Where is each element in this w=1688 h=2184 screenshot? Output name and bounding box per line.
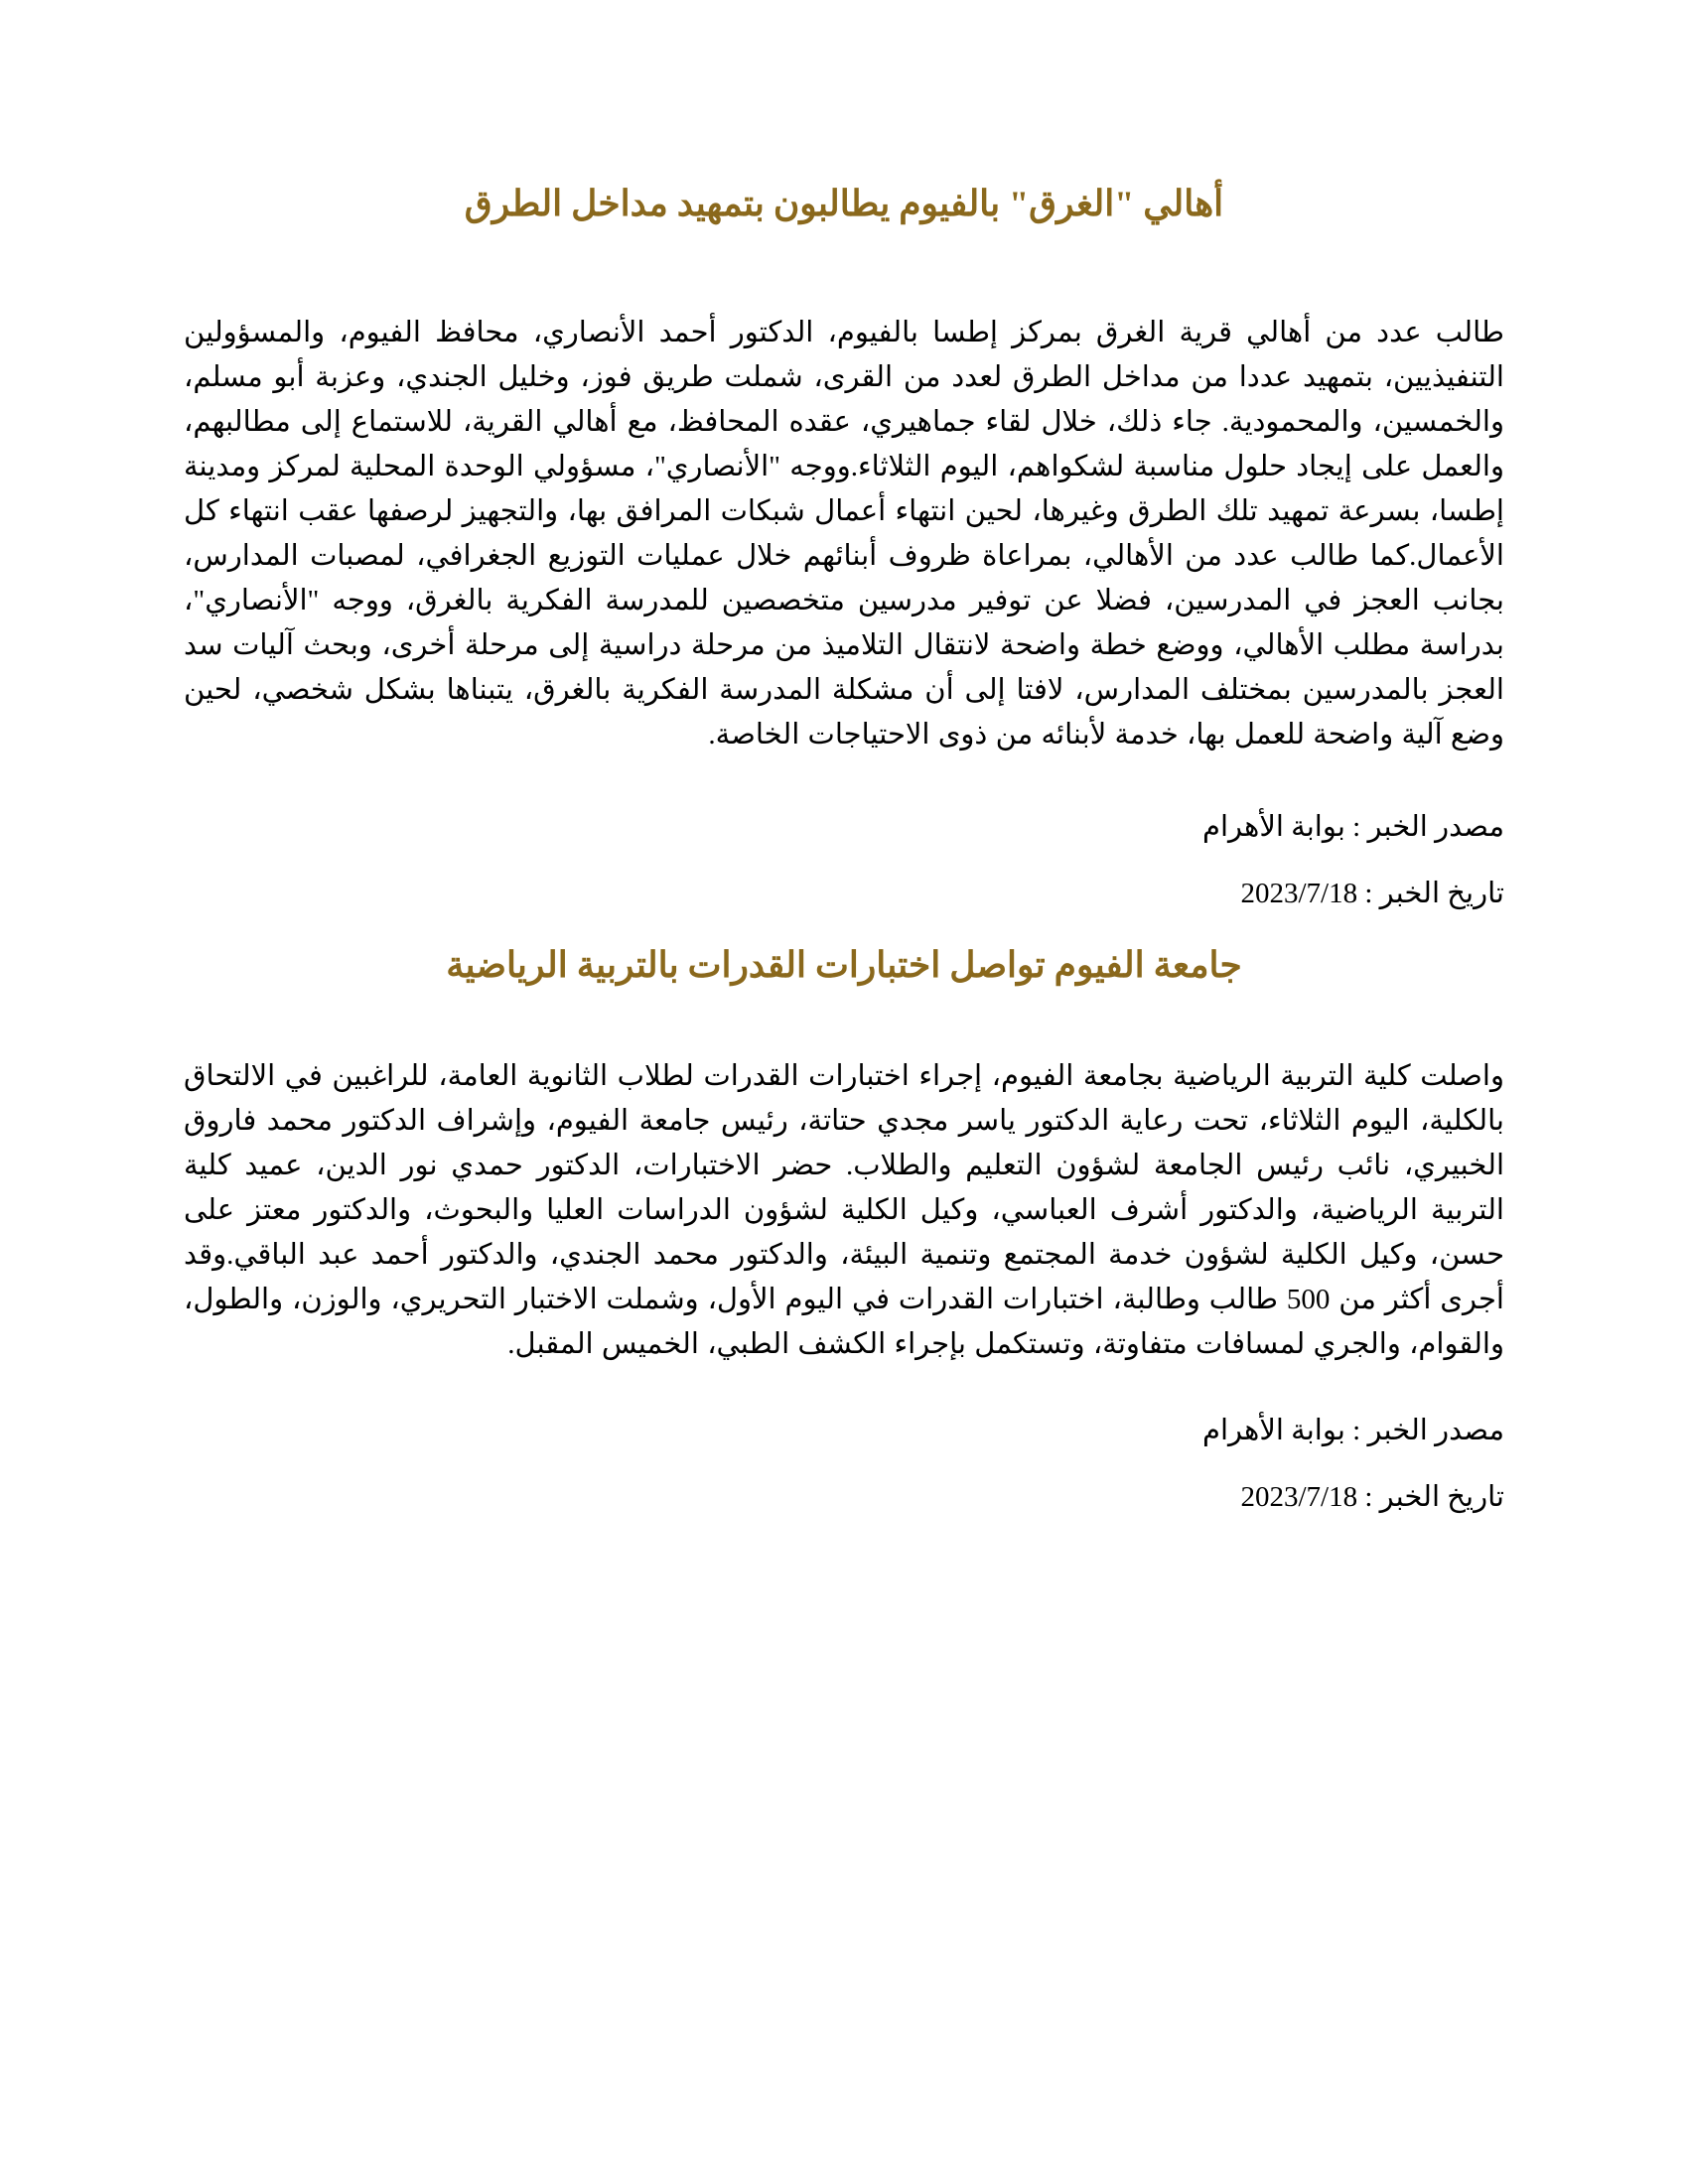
article-1-news-source: مصدر الخبر : بوابة الأهرام bbox=[1202, 811, 1504, 843]
article-2-title: جامعة الفيوم تواصل اختبارات القدرات بالتربية الرياضية bbox=[446, 945, 1242, 985]
article-2-news-date: تاريخ الخبر : 2023/7/18 bbox=[1240, 1481, 1504, 1513]
article-2 bbox=[184, 940, 1504, 1520]
article-2-body: واصلت كلية التربية الرياضية بجامعة الفيوم، إجراء اختبارات القدرات لطلاب الثانوية العامة، للراغبين في الالتحاق بالكلية، اليوم الثلاثاء، تحت رعاية الدكتور ياسر مجدي حتاتة، رئيس جامعة الفيوم، وإشراف الدكتور محمد فاروق الخبيري، نائب رئيس الجامعة لشؤون التعليم والطلاب. حضر الاختبارات، الدكتور حمدي نور الدين، عميد كلية التربية الرياضية، والدكتور أشرف العباسي، وكيل الكلية لشؤون الدراسات العليا والبحوث، والدكتور معتز على حسن، وكيل الكلية لشؤون خدمة المجتمع وتنمية البيئة، والدكتور محمد الجندي، والدكتور أحمد عبد الباقي.وقد أجرى أكثر من 500 طالب وطالبة، اختبارات القدرات في اليوم الأول، وشملت الاختبار التحريري، والوزن، والطول، والقوام، والجري لمسافات متفاوتة، وتستكمل بإجراء الكشف الطبي، الخميس المقبل. bbox=[184, 1060, 1504, 1360]
article-1 bbox=[184, 179, 1504, 916]
article-2-news-source: مصدر الخبر : بوابة الأهرام bbox=[1202, 1415, 1504, 1446]
article-1-body: طالب عدد من أهالي قرية الغرق بمركز إطسا بالفيوم، الدكتور أحمد الأنصاري، محافظ الفيوم، والمسؤولين التنفيذيين، بتمهيد عددا من مداخل الطرق لعدد من القرى، شملت طريق فوز، وخليل الجندي، وعزبة أبو مسلم، والخمسين، والمحمودية. جاء ذلك، خلال لقاء جماهيري، عقده المحافظ، مع أهالي القرية، للاستماع إلى مطالبهم، والعمل على إيجاد حلول مناسبة لشكواهم، اليوم الثلاثاء.ووجه "الأنصاري"، مسؤولي الوحدة المحلية لمركز ومدينة إطسا، بسرعة تمهيد تلك الطرق وغيرها، لحين انتهاء أعمال شبكات المرافق بها، والتجهيز لرصفها عقب انتهاء كل الأعمال.كما طالب عدد من الأهالي، بمراعاة ظروف أبنائهم خلال عمليات التوزيع الجغرافي، لمصبات المدارس، بجانب العجز في المدرسين، فضلا عن توفير مدرسين متخصصين للمدرسة الفكرية بالغرق، ووجه "الأنصاري"، بدراسة مطلب الأهالي، ووضع خطة واضحة لانتقال التلاميذ من مرحلة دراسية إلى مرحلة أخرى، وبحث آليات سد العجز بالمدرسين بمختلف المدارس، لافتا إلى أن مشكلة المدرسة الفكرية بالغرق، يتبناها بشكل شخصي، لحين وضع آلية واضحة للعمل بها، خدمة لأبنائه من ذوى الاحتياجات الخاصة. bbox=[184, 317, 1504, 751]
article-1-title: أهالي "الغرق" بالفيوم يطالبون بتمهيد مداخل الطرق bbox=[464, 184, 1224, 223]
article-1-news-date: تاريخ الخبر : 2023/7/18 bbox=[1240, 878, 1504, 909]
